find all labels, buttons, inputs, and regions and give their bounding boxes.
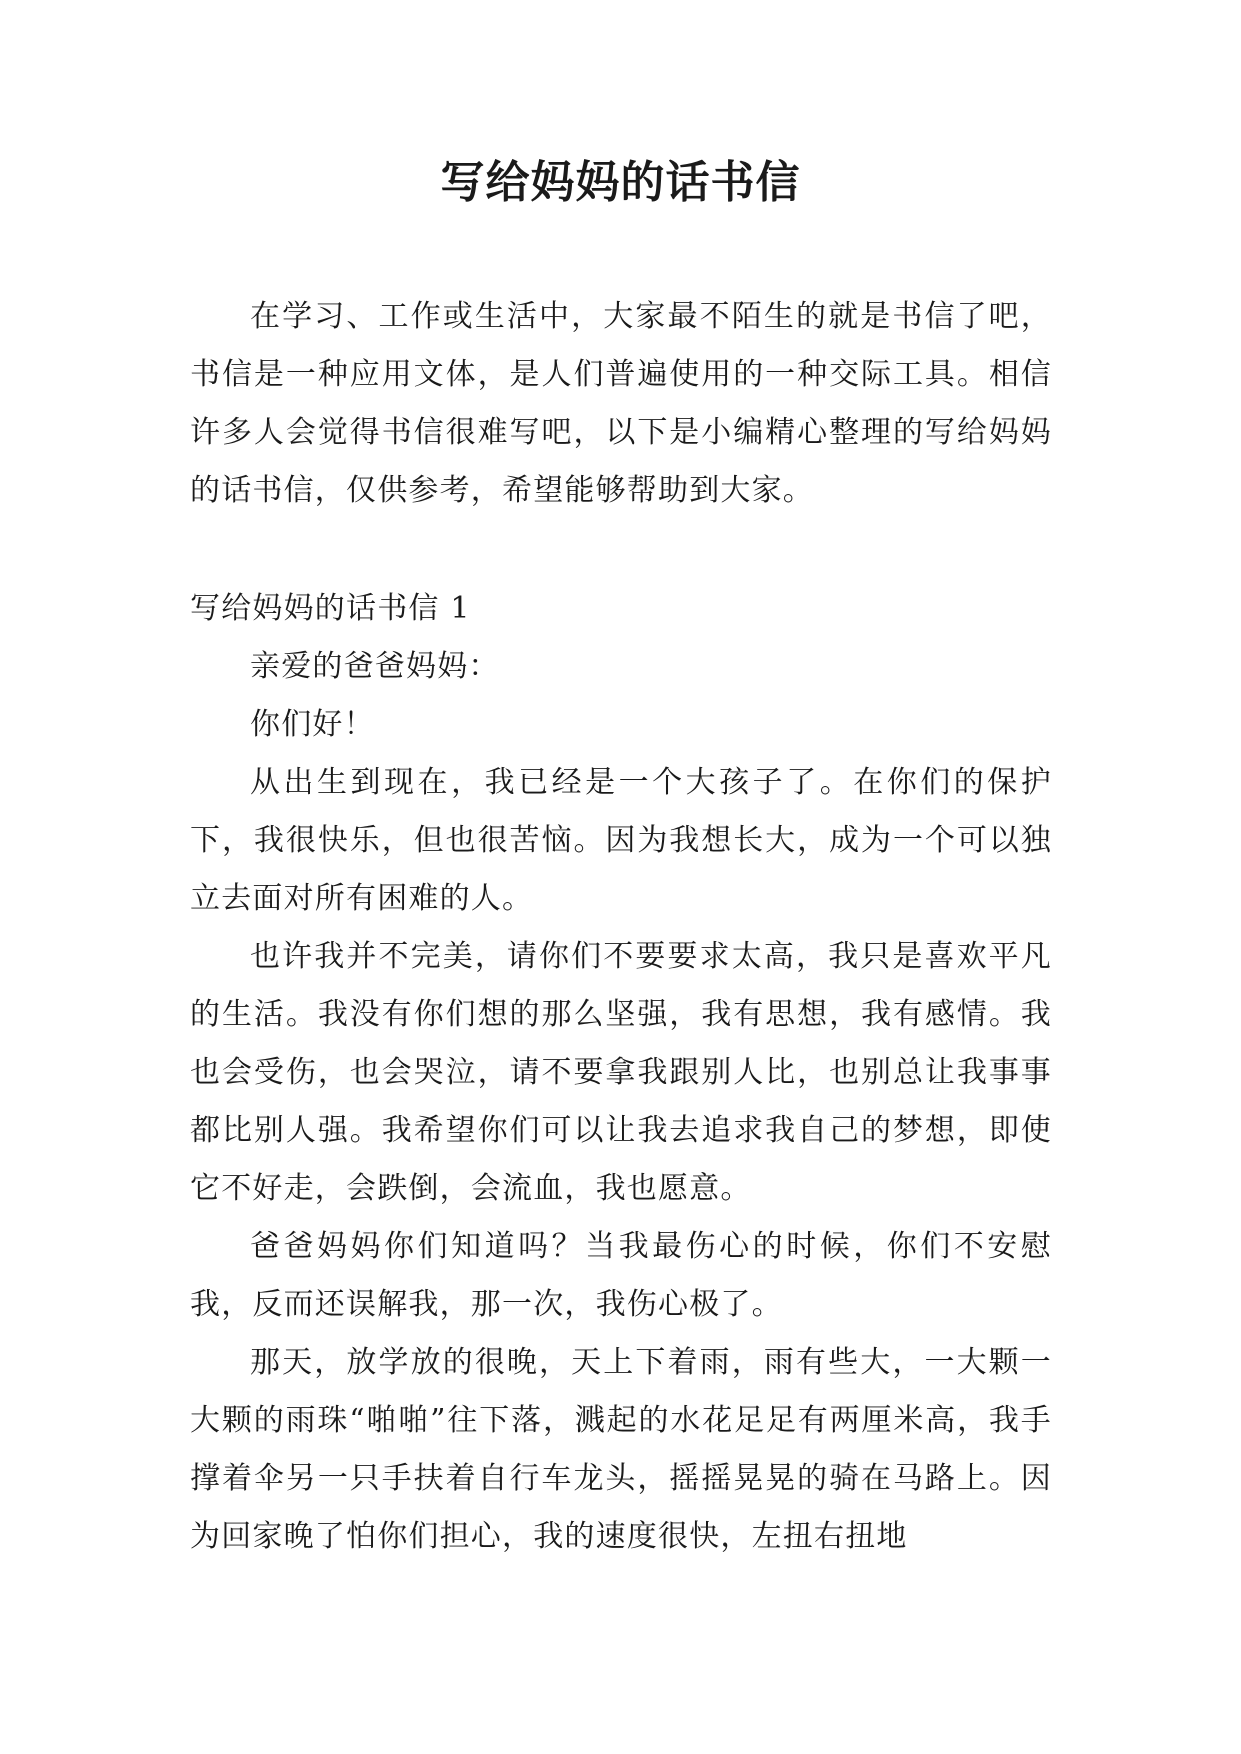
document-title: 写给妈妈的话书信 [440, 157, 801, 208]
letter-paragraph: 也许我并不完美，请你们不要要求太高，我只是喜欢平凡的生活。我没有你们想的那么坚强，我有思想，我有感情。我也会受伤，也会哭泣，请不要拿我跟别人比，也别总让我事事都比别人强。我希望你们可以让我去追求我自己的梦想，即使它不好走，会跌倒，会流血，我也愿意。 [190, 939, 1052, 1206]
letter-salutation: 亲爱的爸爸妈妈： [250, 649, 500, 684]
letter-paragraph: 从出生到现在，我已经是一个大孩子了。在你们的保护下，我很快乐，但也很苦恼。因为我想长大，成为一个可以独立去面对所有困难的人。 [190, 765, 1052, 916]
intro-paragraph: 在学习、工作或生活中，大家最不陌生的就是书信了吧，书信是一种应用文体，是人们普遍使用的一种交际工具。相信许多人会觉得书信很难写吧，以下是小编精心整理的写给妈妈的话书信，仅供参考，希望能够帮助到大家。 [190, 299, 1052, 508]
letter-greeting: 你们好！ [250, 707, 375, 742]
section-heading: 写给妈妈的话书信 1 [190, 591, 471, 626]
letter-paragraph: 爸爸妈妈你们知道吗？当我最伤心的时候，你们不安慰我，反而还误解我，那一次，我伤心极了。 [190, 1229, 1052, 1322]
letter-paragraph: 那天，放学放的很晚，天上下着雨，雨有些大，一大颗一大颗的雨珠“啪啪”往下落，溅起的水花足足有两厘米高，我手撑着伞另一只手扶着自行车龙头，摇摇晃晃的骑在马路上。因为回家晚了怕你们担心，我的速度很快，左扭右扭地 [190, 1345, 1052, 1554]
document-body [190, 288, 1052, 1566]
